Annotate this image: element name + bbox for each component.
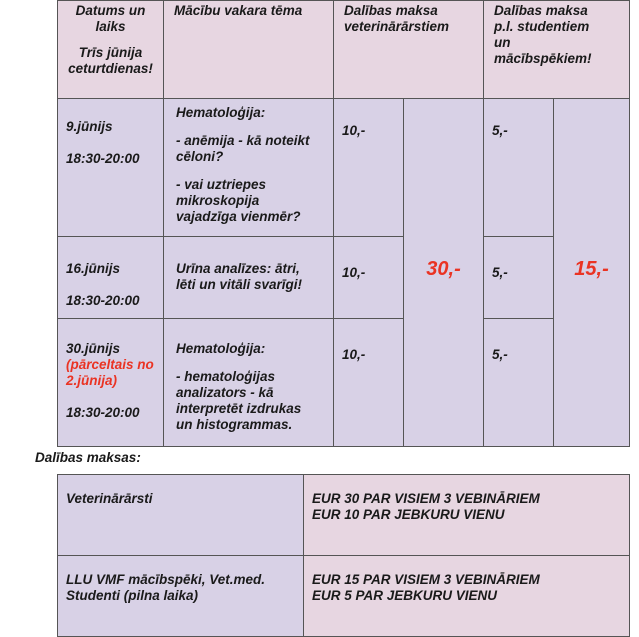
table-row: [58, 319, 630, 447]
fees-row-2-label-line-1: LLU VMF mācībspēki, Vet.med.: [66, 572, 266, 587]
row-3-topic-cell: [164, 319, 334, 447]
header-student-fee-line-1: Dalības maksa: [494, 3, 588, 18]
row-3-student-price-cell: [484, 319, 554, 447]
header-date-subtitle-line-1: Trīs jūnija: [78, 45, 143, 60]
row-2-topic-line-2: lēti un vitāli svarīgi!: [176, 277, 303, 292]
row-3-topic-line-2: analizators - kā: [176, 385, 274, 400]
row-1-topic-line-4: mikroskopija: [176, 193, 260, 208]
row-3-student-price: 5,-: [492, 347, 508, 362]
header-date-cell: [58, 1, 164, 99]
row-3-vet-price: 10,-: [342, 347, 366, 362]
table-row: [58, 475, 630, 556]
student-total-cell: [554, 99, 630, 447]
fees-heading: Dalības maksas:: [35, 450, 141, 465]
row-3-topic-title: Hematoloģija:: [176, 341, 266, 356]
header-vet-fee-line-2: veterinārārstiem: [344, 19, 450, 34]
fees-row-1-line-2: EUR 10 PAR JEBKURU VIENU: [312, 507, 505, 522]
table-row: [58, 556, 630, 637]
fees-row-2-label-line-2: Studenti (pilna laika): [66, 588, 199, 603]
fees-row-2-value-cell: [304, 556, 630, 637]
row-1-topic-line-2: cēloni?: [176, 149, 224, 164]
row-3-topic-line-3: interpretēt izdrukas: [176, 401, 302, 416]
row-2-student-price-cell: [484, 237, 554, 319]
row-1-student-price-cell: [484, 99, 554, 237]
fees-row-1-line-1: EUR 30 PAR VISIEM 3 VEBINĀRIEM: [312, 491, 540, 506]
header-topic-cell: [164, 1, 334, 99]
fees-row-1-value-cell: [304, 475, 630, 556]
fees-row-1-label-cell: [58, 475, 304, 556]
header-vet-fee-cell: [334, 1, 484, 99]
fees-row-2-line-1: EUR 15 PAR VISIEM 3 VEBINĀRIEM: [312, 572, 540, 587]
row-1-topic-cell: [164, 99, 334, 237]
header-date-line-1: Datums un: [75, 3, 146, 18]
row-3-note-line-2: 2.jūnija): [66, 373, 118, 388]
header-student-fee-cell: [484, 1, 630, 99]
fees-row-2-label-cell: [58, 556, 304, 637]
row-3-vet-price-cell: [334, 319, 404, 447]
row-3-time: 18:30-20:00: [66, 405, 140, 420]
row-2-date: 16.jūnijs: [66, 261, 121, 276]
header-student-fee-line-4: mācībspēkiem!: [494, 51, 592, 66]
row-3-note-line-1: (pārceltais no: [66, 357, 154, 372]
table-row: [58, 99, 630, 237]
row-3-date-cell: [58, 319, 164, 447]
table-row: [58, 237, 630, 319]
schedule-table: [57, 0, 630, 447]
row-1-topic-line-3: - vai uztriepes: [176, 177, 267, 192]
fees-row-2-line-2: EUR 5 PAR JEBKURU VIENU: [312, 588, 498, 603]
row-1-topic-line-5: vajadzīga vienmēr?: [176, 209, 301, 224]
vet-total-price: 30,-: [426, 258, 461, 280]
header-date-line-2: laiks: [95, 19, 126, 34]
row-3-topic-line-4: un histogrammas.: [176, 417, 293, 432]
row-1-time: 18:30-20:00: [66, 151, 140, 166]
row-1-date: 9.jūnijs: [66, 119, 113, 134]
row-1-topic-line-1: - anēmija - kā noteikt: [176, 133, 310, 148]
row-1-student-price: 5,-: [492, 123, 508, 138]
schedule-header-row: [58, 1, 630, 99]
row-2-topic-line-1: Urīna analīzes: ātri,: [176, 261, 300, 276]
row-1-topic-title: Hematoloģija:: [176, 105, 266, 120]
row-3-date: 30.jūnijs: [66, 341, 121, 356]
row-2-date-cell: [58, 237, 164, 319]
row-1-date-cell: [58, 99, 164, 237]
vet-total-cell: [404, 99, 484, 447]
row-2-topic-cell: [164, 237, 334, 319]
row-3-topic-line-1: - hematoloģijas: [176, 369, 276, 384]
row-2-time: 18:30-20:00: [66, 293, 140, 308]
student-total-price: 15,-: [574, 258, 609, 280]
fees-table: [57, 474, 630, 637]
row-1-vet-price-cell: [334, 99, 404, 237]
row-2-student-price: 5,-: [492, 265, 508, 280]
row-2-vet-price-cell: [334, 237, 404, 319]
header-topic: Mācību vakara tēma: [174, 3, 303, 18]
header-student-fee-line-3: un: [494, 35, 511, 50]
row-2-vet-price: 10,-: [342, 265, 366, 280]
fees-row-1-label: Veterinārārsti: [66, 491, 153, 506]
header-date-subtitle: [68, 45, 153, 77]
row-1-vet-price: 10,-: [342, 123, 366, 138]
header-vet-fee-line-1: Dalības maksa: [344, 3, 438, 18]
header-date-subtitle-line-2: ceturtdienas!: [68, 61, 153, 76]
header-student-fee-line-2: p.l. studentiem: [494, 19, 590, 34]
